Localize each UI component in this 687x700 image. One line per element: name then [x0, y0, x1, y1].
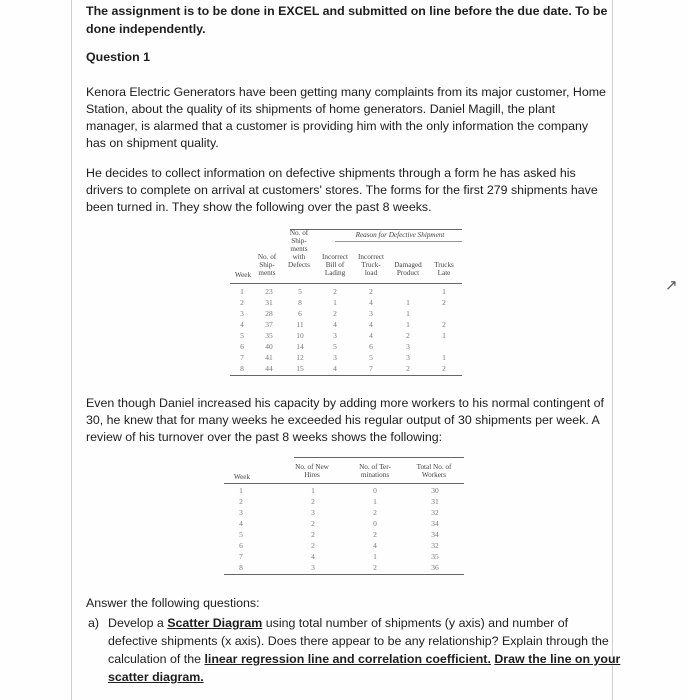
table-cell-billing: 4: [333, 320, 337, 329]
table-cell-week: 2: [239, 497, 243, 506]
table-cell-workers: 36: [431, 563, 439, 572]
table-cell-truckload: 3: [369, 309, 373, 318]
defects-table: [230, 225, 462, 385]
table-cell-damaged: 3: [406, 342, 410, 351]
table-cell-week: 2: [240, 298, 244, 307]
para1-line: has on shipment quality.: [86, 136, 219, 150]
table-cell-damaged: 1: [406, 309, 410, 318]
table-rule: [335, 241, 462, 242]
table-cell-hires: 3: [311, 508, 315, 517]
table-cell-week: 5: [239, 530, 243, 539]
table-cell-week: 3: [240, 309, 244, 318]
question-title: Question 1: [86, 50, 151, 64]
table-cell-workers: 31: [431, 497, 439, 506]
table-cell-defects: 5: [298, 287, 302, 296]
table-cell-defects: 10: [296, 331, 304, 340]
table-cell-shipments: 44: [265, 364, 273, 373]
shipments-header: No. of Ship- ments: [257, 253, 277, 277]
table-cell-damaged: 2: [406, 331, 410, 340]
table-cell-truckload: 4: [369, 331, 373, 340]
table-cell-late: 2: [442, 364, 446, 373]
table-cell-week: 8: [239, 563, 243, 572]
table-cell-hires: 2: [311, 519, 315, 528]
terminations-header: No. of Ter- minations: [359, 463, 391, 479]
table-cell-workers: 32: [431, 508, 439, 517]
table-cell-defects: 12: [296, 353, 304, 362]
table-cell-truckload: 4: [369, 320, 373, 329]
scatter-diagram-term: Scatter Diagram: [167, 616, 263, 630]
table-cell-defects: 15: [296, 364, 304, 373]
question-a-line-4: scatter diagram.: [108, 670, 204, 684]
table-cell-late: 2: [442, 320, 446, 329]
table-rule: [294, 457, 464, 458]
table-cell-workers: 32: [431, 541, 439, 550]
table-cell-terminations: 2: [373, 530, 377, 539]
table-cell-week: 3: [239, 508, 243, 517]
defects-header: No. of Ship- ments with Defects: [288, 229, 310, 269]
table-cell-billing: 1: [333, 298, 337, 307]
table-cell-billing: 2: [333, 309, 337, 318]
table-cell-week: 5: [240, 331, 244, 340]
table-cell-hires: 2: [311, 541, 315, 550]
table-cell-shipments: 23: [265, 287, 273, 296]
table-cell-hires: 4: [311, 552, 315, 561]
table-cell-shipments: 28: [265, 309, 273, 318]
table-cell-defects: 8: [298, 298, 302, 307]
table-cell-truckload: 7: [369, 364, 373, 373]
table-cell-week: 6: [240, 342, 244, 351]
table-cell-week: 4: [239, 519, 243, 528]
table-cell-workers: 34: [431, 519, 439, 528]
para1-line: manager, is alarmed that a customer is providing him with the only information the company: [86, 119, 589, 133]
regression-term: linear regression line and correlation coefficient.: [204, 652, 491, 666]
table-cell-billing: 2: [333, 287, 337, 296]
week-header: Week: [234, 271, 252, 279]
table-cell-damaged: 3: [406, 353, 410, 362]
table-cell-week: 6: [239, 541, 243, 550]
table-cell-week: 7: [239, 552, 243, 561]
question-a-line-2: defective shipments (x axis). Does there appear to be any relationship? Explain through the: [108, 634, 609, 648]
table-cell-shipments: 35: [265, 331, 273, 340]
table-cell-defects: 6: [298, 309, 302, 318]
table-cell-hires: 2: [311, 530, 315, 539]
table-cell-late: 1: [442, 331, 446, 340]
table-cell-week: 1: [240, 287, 244, 296]
para3-line: Even though Daniel increased his capacity by adding more workers to his normal contingent of: [86, 396, 604, 410]
table-cell-billing: 3: [333, 331, 337, 340]
table-cell-shipments: 37: [265, 320, 273, 329]
intro-line-2: done independently.: [86, 22, 206, 36]
table-cell-late: 1: [442, 353, 446, 362]
damaged-header: Damaged Product: [394, 261, 422, 277]
answer-heading: Answer the following questions:: [86, 596, 260, 610]
table-cell-shipments: 31: [265, 298, 273, 307]
workers-header: Total No. of Workers: [416, 463, 452, 479]
table-cell-week: 7: [240, 353, 244, 362]
draw-line-term: Draw the line on your: [494, 652, 621, 666]
table-cell-damaged: 2: [406, 364, 410, 373]
table-cell-defects: 11: [296, 320, 304, 329]
table-rule: [224, 483, 464, 484]
para1-line: Kenora Electric Generators have been getting many complaints from its major customer, Home: [86, 85, 606, 99]
table-cell-terminations: 2: [373, 508, 377, 517]
table-rule: [230, 283, 462, 284]
table-cell-hires: 2: [311, 497, 315, 506]
table-cell-terminations: 4: [373, 541, 377, 550]
page-right-border: [612, 0, 613, 700]
table-cell-hires: 1: [311, 486, 315, 495]
table-cell-terminations: 1: [373, 497, 377, 506]
table-cell-terminations: 0: [373, 519, 377, 528]
page-left-border: [71, 0, 72, 700]
table-cell-workers: 34: [431, 530, 439, 539]
reason-header: Reason for Defective Shipment: [355, 231, 445, 239]
intro-line-1: The assignment is to be done in EXCEL and submitted on line before the due date. To be: [86, 4, 608, 18]
question-a-line-3: calculation of the linear regression line and correlation coefficient. Draw the line on your: [108, 652, 621, 666]
table-rule: [224, 574, 464, 575]
table-cell-week: 4: [240, 320, 244, 329]
table-cell-truckload: 2: [369, 287, 373, 296]
table-cell-late: 2: [442, 298, 446, 307]
table-cell-truckload: 6: [369, 342, 373, 351]
table-rule: [290, 229, 462, 230]
table-cell-truckload: 4: [369, 298, 373, 307]
table-cell-late: 1: [442, 287, 446, 296]
para1-line: Station, about the quality of its shipments of home generators. Daniel Magill, the plant: [86, 102, 556, 116]
table-cell-hires: 3: [311, 563, 315, 572]
hires-header: No. of New Hires: [295, 463, 329, 479]
table-cell-workers: 30: [431, 486, 439, 495]
para2-line: He decides to collect information on defective shipments through a form he has asked his: [86, 166, 576, 180]
table-cell-week: 8: [240, 364, 244, 373]
para2-line: been turned in. They show the following over the past 8 weeks.: [86, 200, 432, 214]
table-cell-defects: 14: [296, 342, 304, 351]
table-cell-terminations: 1: [373, 552, 377, 561]
table-cell-billing: 3: [333, 353, 337, 362]
table-cell-terminations: 0: [373, 486, 377, 495]
table-cell-shipments: 41: [265, 353, 273, 362]
table-cell-shipments: 40: [265, 342, 273, 351]
table-cell-workers: 35: [431, 552, 439, 561]
para3-line: 30, he knew that for many weeks he exceeded his regular output of 30 shipments per week. A: [86, 413, 600, 427]
table-cell-truckload: 5: [369, 353, 373, 362]
table-cell-damaged: 1: [406, 298, 410, 307]
turnover-table: [224, 455, 464, 580]
truckload-header: Incorrect Truck- load: [358, 253, 384, 277]
late-header: Trucks Late: [434, 261, 454, 277]
week-header: Week: [233, 473, 251, 481]
question-a-line-1: Develop a Scatter Diagram using total number of shipments (y axis) and number of: [108, 616, 569, 630]
billing-header: Incorrect Bill of Lading: [322, 253, 348, 277]
table-cell-terminations: 2: [373, 563, 377, 572]
mouse-cursor-icon: ↗: [665, 277, 678, 294]
para3-line: review of his turnover over the past 8 weeks shows the following:: [86, 430, 443, 444]
table-cell-billing: 5: [333, 342, 337, 351]
table-cell-week: 1: [239, 486, 243, 495]
table-rule: [230, 375, 462, 376]
table-cell-billing: 4: [333, 364, 337, 373]
question-a-label: a): [88, 616, 100, 630]
para2-line: drivers to complete on arrival at customers' stores. The forms for the first 279 shipments have: [86, 183, 598, 197]
table-cell-damaged: 1: [406, 320, 410, 329]
